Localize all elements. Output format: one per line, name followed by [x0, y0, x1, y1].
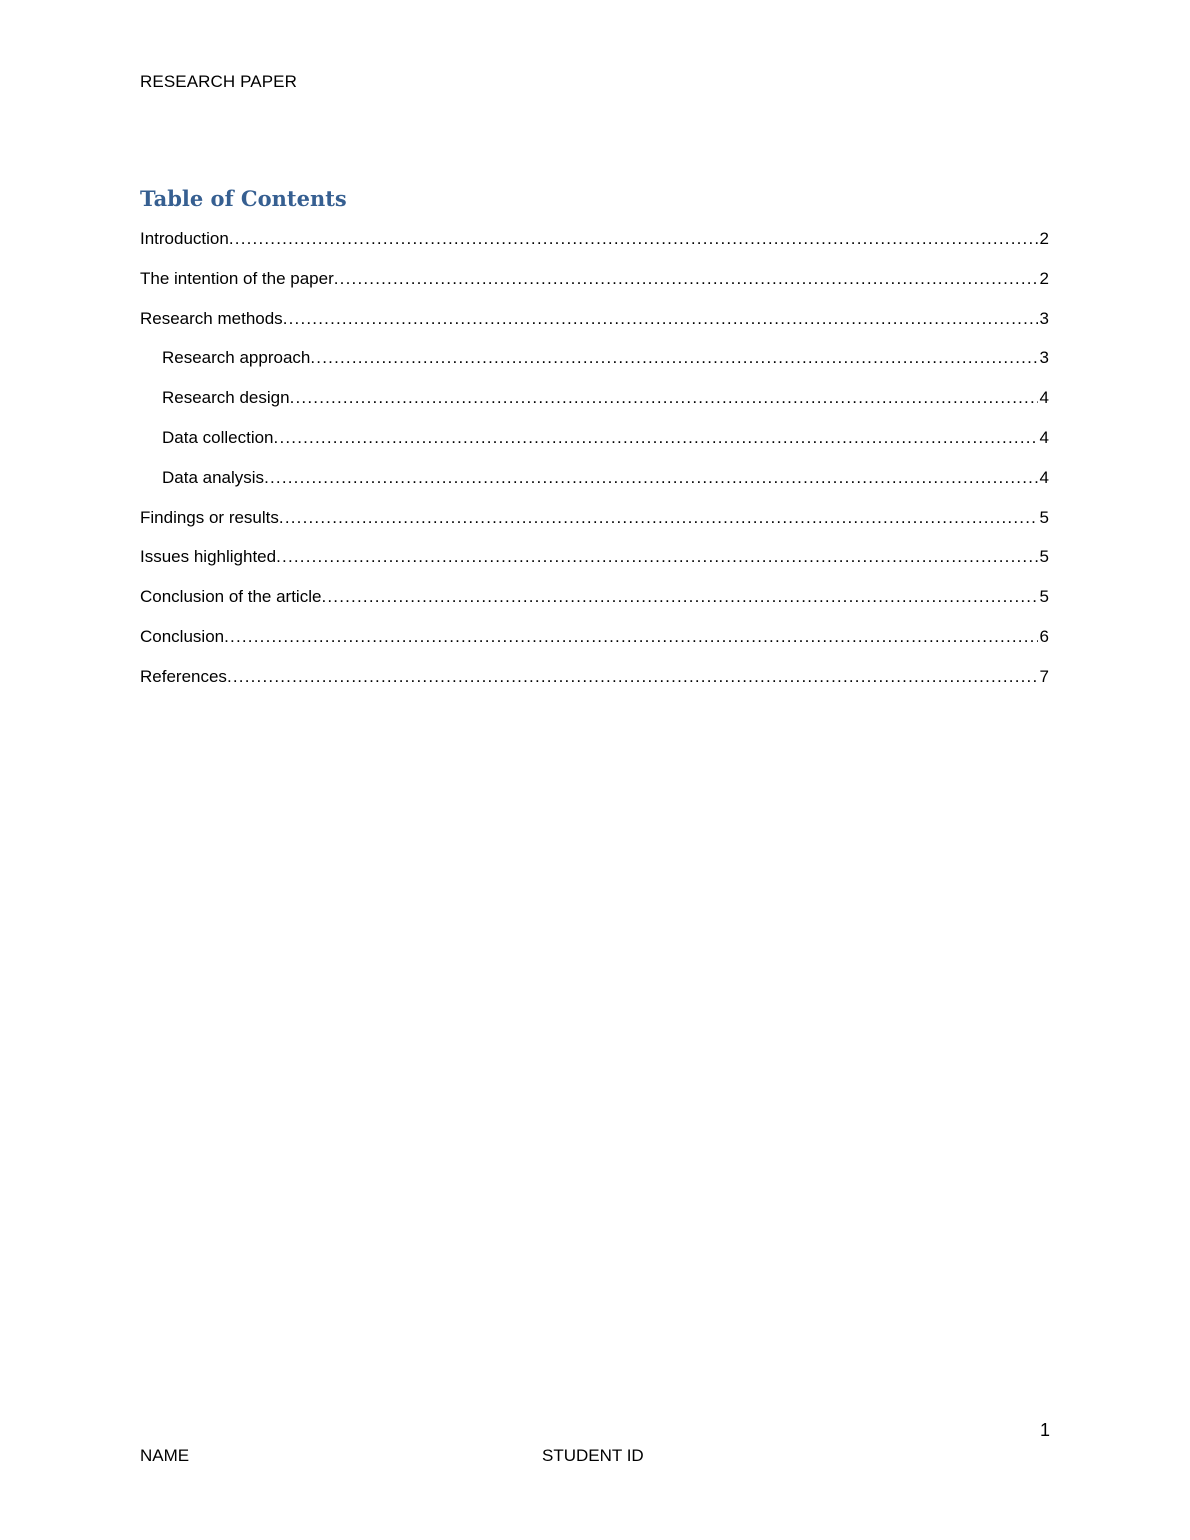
toc-dot-leader	[274, 428, 1038, 448]
toc-entry-research-approach[interactable]	[140, 348, 1049, 388]
toc-entry-page: 6	[1039, 626, 1049, 646]
toc-entry-references[interactable]	[140, 667, 1049, 707]
toc-entry-page: 5	[1039, 547, 1049, 567]
toc-entry-label: Introduction	[140, 229, 229, 248]
toc-entry-conclusion-of-article[interactable]	[140, 587, 1049, 627]
toc-entry-introduction[interactable]	[140, 229, 1049, 269]
toc-entry-page: 2	[1039, 229, 1049, 248]
toc-entry-page: 5	[1039, 587, 1049, 607]
toc-entry-findings-or-results[interactable]	[140, 508, 1049, 548]
running-header: RESEARCH PAPER	[140, 72, 297, 91]
page-number: 1	[1039, 1420, 1050, 1440]
toc-dot-leader	[310, 348, 1037, 368]
toc-entry-label: Research approach	[162, 348, 311, 368]
toc-dot-leader	[290, 388, 1038, 408]
footer-name-label: NAME	[140, 1446, 190, 1465]
toc-entry-issues-highlighted[interactable]	[140, 547, 1049, 587]
toc-entry-label: Findings or results	[140, 507, 279, 527]
toc-dot-leader	[227, 667, 1038, 687]
toc-entry-label: References	[140, 666, 227, 686]
toc-entry-intention-of-paper[interactable]	[140, 269, 1049, 309]
toc-entry-page: 3	[1039, 348, 1049, 368]
toc-entry-conclusion[interactable]	[140, 627, 1049, 667]
toc-entry-page: 4	[1039, 427, 1049, 447]
toc-dot-leader	[264, 468, 1037, 488]
toc-dot-leader	[283, 309, 1038, 329]
toc-entry-page: 2	[1039, 268, 1049, 288]
toc-entry-page: 4	[1039, 467, 1049, 487]
toc-dot-leader	[276, 547, 1037, 567]
toc-title: Table of Contents	[140, 186, 347, 211]
toc-dot-leader	[224, 627, 1037, 647]
toc-entry-research-design[interactable]	[140, 388, 1049, 428]
toc-dot-leader	[279, 508, 1038, 528]
table-of-contents	[140, 229, 1049, 707]
toc-entry-label: Research methods	[140, 308, 283, 328]
toc-entry-label: Data collection	[162, 427, 274, 447]
toc-entry-label: Research design	[162, 388, 290, 408]
toc-entry-page: 4	[1039, 388, 1049, 408]
toc-entry-label: Conclusion	[140, 626, 225, 646]
toc-entry-page: 3	[1039, 308, 1049, 328]
toc-entry-label: Conclusion of the article	[140, 587, 322, 607]
toc-dot-leader	[334, 269, 1038, 289]
toc-entry-label: The intention of the paper	[140, 268, 334, 288]
toc-entry-page: 5	[1039, 507, 1049, 527]
toc-entry-page: 7	[1039, 666, 1049, 686]
toc-entry-label: Issues highlighted	[140, 547, 277, 567]
toc-dot-leader	[229, 229, 1038, 249]
toc-entry-data-collection[interactable]	[140, 428, 1049, 468]
toc-entry-research-methods[interactable]	[140, 309, 1049, 349]
toc-entry-data-analysis[interactable]	[140, 468, 1049, 508]
toc-entry-label: Data analysis	[162, 467, 265, 487]
toc-dot-leader	[321, 587, 1037, 607]
footer-student-id-label: STUDENT ID	[542, 1446, 644, 1465]
